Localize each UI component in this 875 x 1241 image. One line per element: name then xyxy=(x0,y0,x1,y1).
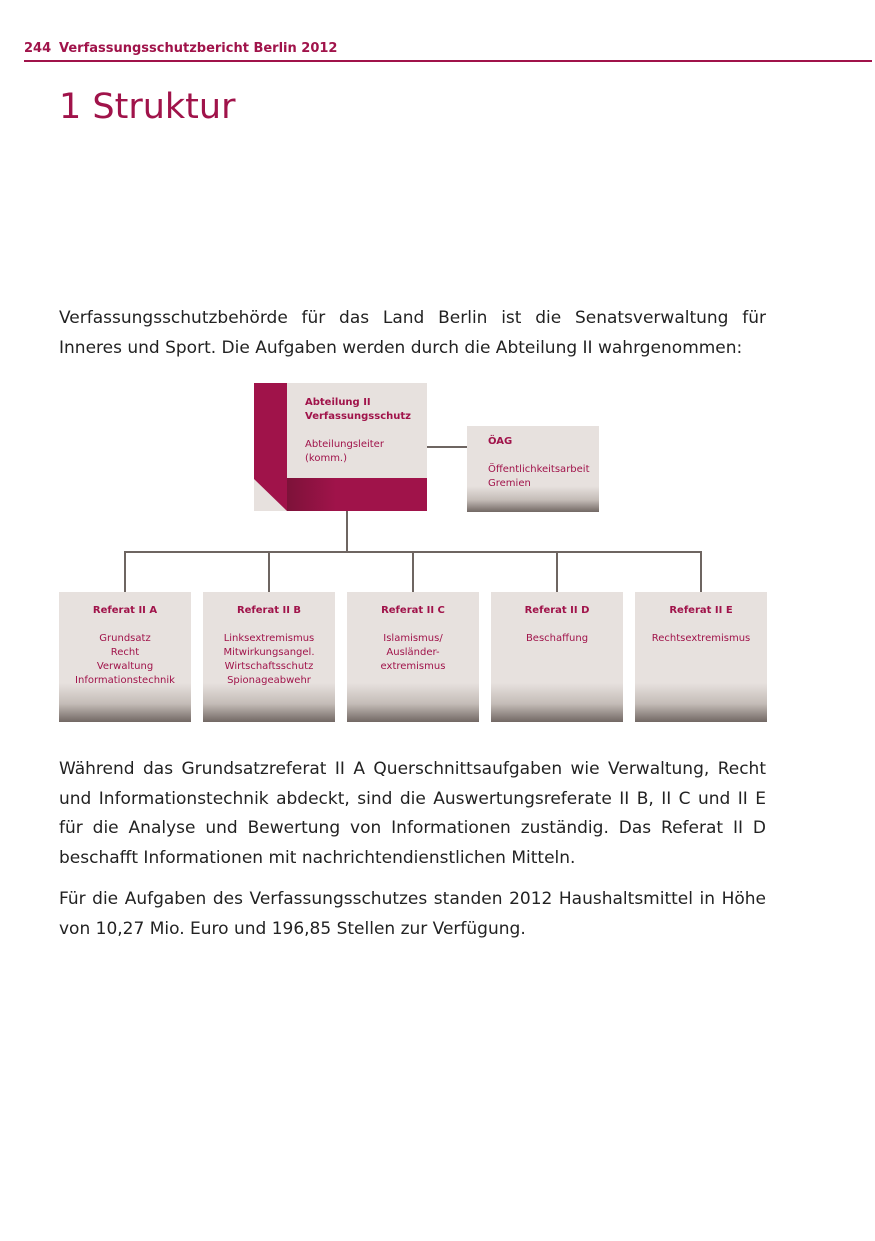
box-referat-ii-d xyxy=(491,592,623,722)
referat-line: Linksextremismus xyxy=(223,633,315,644)
connector-main-oag xyxy=(427,446,467,448)
box-oag xyxy=(467,426,599,512)
page-header xyxy=(24,40,872,62)
referat-title: Referat II D xyxy=(524,605,590,616)
connector-ref-c xyxy=(412,551,414,592)
main-sub-line2: (komm.) xyxy=(305,453,348,464)
referat-line: Informationstechnik xyxy=(75,675,175,686)
referat-line: Verwaltung xyxy=(96,661,154,672)
referat-line: Spionageabwehr xyxy=(227,675,311,686)
connector-ref-d xyxy=(556,551,558,592)
referat-title: Referat II C xyxy=(381,605,445,616)
oag-line2: Gremien xyxy=(488,478,531,489)
page-number: 244 xyxy=(24,41,52,56)
main-title-line1: Abteilung II xyxy=(305,397,371,408)
referat-title: Referat II B xyxy=(236,605,302,616)
section-title: 1 Struktur xyxy=(59,87,236,127)
connector-ref-a xyxy=(124,551,126,592)
referat-title: Referat II A xyxy=(92,605,158,616)
box-accent xyxy=(254,383,287,511)
connector-ref-b xyxy=(268,551,270,592)
referat-line: Grundsatz xyxy=(99,633,151,644)
referat-line: Ausländer- xyxy=(386,647,440,658)
referat-line: Recht xyxy=(110,647,140,658)
connector-horizontal xyxy=(124,551,702,553)
box-referat-ii-a xyxy=(59,592,191,722)
intro-paragraph: Verfassungsschutzbehörde für das Land Berlin ist die Senatsverwaltung für Inneres und Sport. Die Aufgaben werden durch die Abteilung II wahrgenommen: xyxy=(59,308,766,358)
oag-line1: Öffentlichkeitsarbeit xyxy=(488,464,590,475)
connector-main-down xyxy=(346,511,348,552)
connector-ref-e xyxy=(700,551,702,592)
box-band xyxy=(287,478,427,511)
box-referat-ii-c xyxy=(347,592,479,722)
body-paragraph-2: Für die Aufgaben des Verfassungsschutzes standen 2012 Haushaltsmittel in Höhe von 10,27 Mio. Euro und 196,85 Stellen zur Verfügung. xyxy=(59,889,766,939)
referat-line: Wirtschaftsschutz xyxy=(224,661,314,672)
referat-line: Rechtsextremismus xyxy=(651,633,751,644)
box-referat-ii-b xyxy=(203,592,335,722)
box-abteilung-ii xyxy=(254,383,427,511)
running-title: Verfassungsschutzbericht Berlin 2012 xyxy=(59,41,338,56)
referat-line: extremismus xyxy=(380,661,446,672)
referat-line: Mitwirkungsangel. xyxy=(223,647,315,658)
referat-line: Islamismus/ xyxy=(383,633,443,644)
oag-title: ÖAG xyxy=(488,436,513,447)
box-referat-ii-e xyxy=(635,592,767,722)
referat-title: Referat II E xyxy=(669,605,733,616)
body-paragraph-1: Während das Grundsatzreferat II A Querschnittsaufgaben wie Verwaltung, Recht und Informationstechnik abdeckt, sind die Auswertungsreferate II B, II C und II E für die Analyse und Bewertung von Informationen zuständig. Das Referat II D beschafft Informationen mit nachrichtendienstlichen Mitteln. xyxy=(59,759,766,868)
referat-line: Beschaffung xyxy=(525,633,589,644)
main-sub-line1: Abteilungsleiter xyxy=(305,439,384,450)
main-title-line2: Verfassungsschutz xyxy=(305,411,411,422)
